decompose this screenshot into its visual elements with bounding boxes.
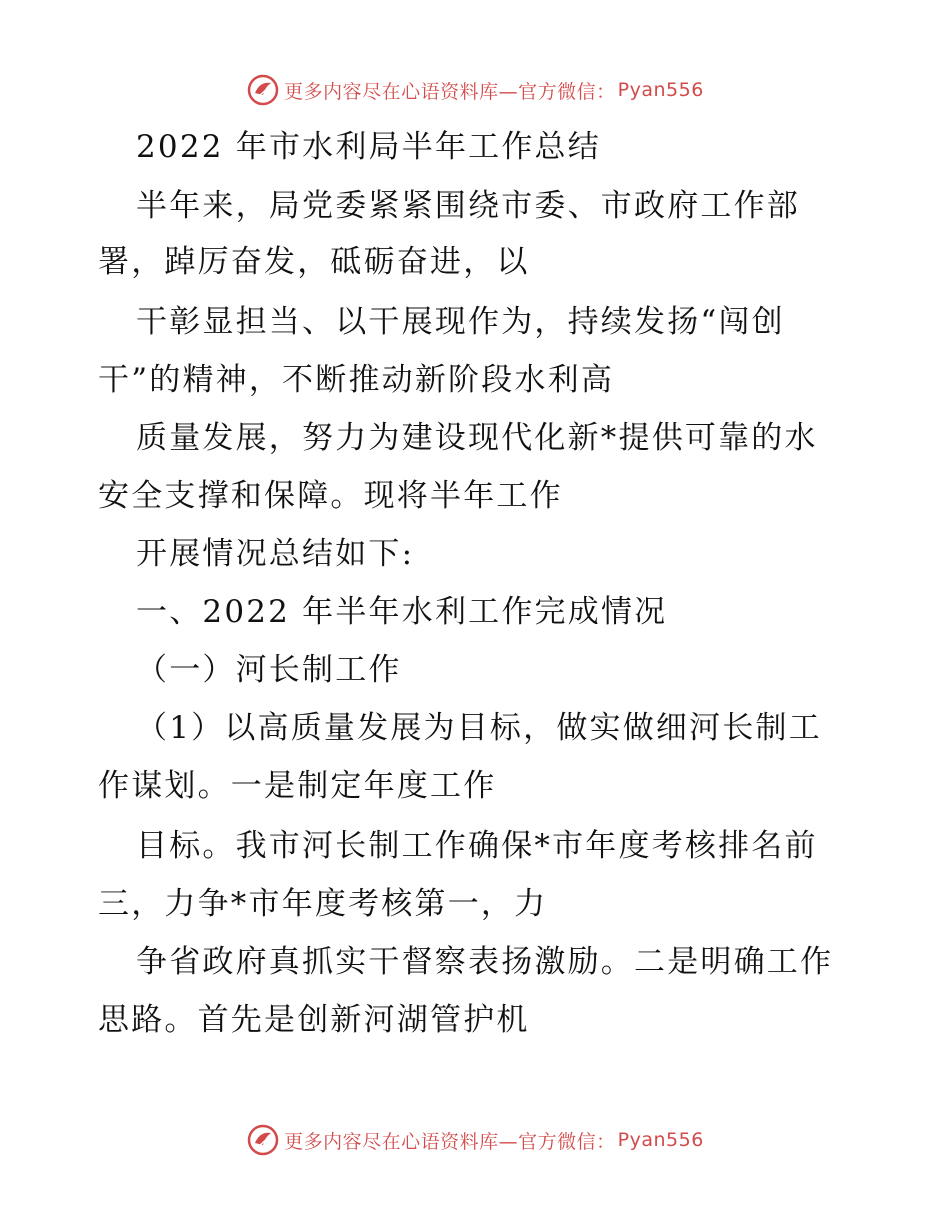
paragraph-line: 作谋划。一是制定年度工作 xyxy=(98,768,497,804)
paragraph-line: 争省政府真抓实干督察表扬激励。二是明确工作 xyxy=(136,944,834,980)
watermark-footer xyxy=(0,1122,950,1158)
watermark-handle: Pyan556 xyxy=(617,79,704,101)
paragraph-line: 安全支撑和保障。现将半年工作 xyxy=(98,478,563,514)
section-heading: 一、2022 年半年水利工作完成情况 xyxy=(136,594,668,630)
watermark-logo-icon xyxy=(246,1123,280,1157)
paragraph-line: 署，踔厉奋发，砥砺奋进，以 xyxy=(98,244,530,280)
paragraph-line: 质量发展，努力为建设现代化新*提供可靠的水 xyxy=(136,420,818,456)
watermark-logo-icon xyxy=(246,73,280,107)
watermark-header xyxy=(0,72,950,108)
subsection-heading: （一）河长制工作 xyxy=(136,652,402,688)
paragraph-line: 干彰显担当、以干展现作为，持续发扬“闯创 xyxy=(136,304,785,340)
watermark-text: 更多内容尽在心语资料库—官方微信： xyxy=(284,1130,616,1153)
paragraph-line: 干”的精神，不断推动新阶段水利高 xyxy=(98,362,615,398)
paragraph-line: 半年来，局党委紧紧围绕市委、市政府工作部 xyxy=(136,188,800,224)
document-title: 2022 年市水利局半年工作总结 xyxy=(136,129,601,165)
paragraph-line: （1）以高质量发展为目标，做实做细河长制工 xyxy=(136,710,822,746)
watermark-handle: Pyan556 xyxy=(617,1129,704,1151)
watermark-text: 更多内容尽在心语资料库—官方微信： xyxy=(284,80,616,103)
paragraph-line: 目标。我市河长制工作确保*市年度考核排名前 xyxy=(136,828,818,864)
paragraph-line: 开展情况总结如下: xyxy=(136,536,415,572)
paragraph-line: 思路。首先是创新河湖管护机 xyxy=(98,1002,530,1038)
paragraph-line: 三，力争*市年度考核第一，力 xyxy=(98,886,548,922)
